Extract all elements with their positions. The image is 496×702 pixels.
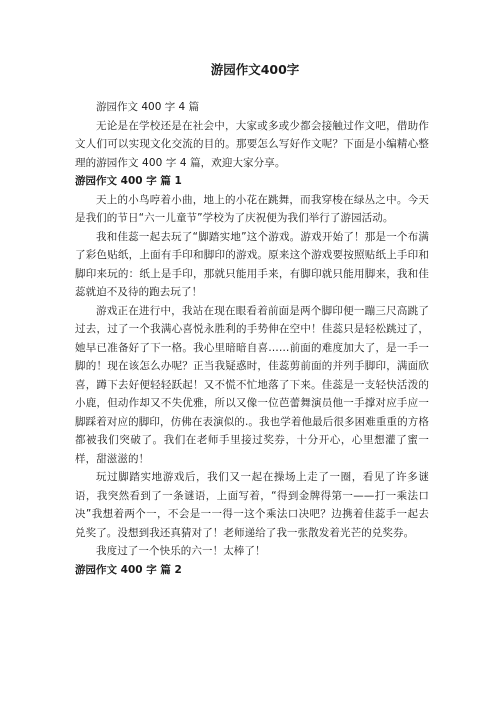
section-heading: 游园作文 400 字 篇 2 xyxy=(75,563,182,576)
section-paragraph: 我和佳蕊一起去玩了“脚踏实地”这个游戏。游戏开始了！那是一个布满了彩色贴纸，上面有手印和脚印的游戏。原来这个游戏要按照贴纸上手印和脚印来玩的：纸上是手印，那就只能用手来，有脚印就只能用脚来，我和佳蕊就迫不及待的跑去玩了！ xyxy=(75,230,429,298)
section-heading: 游园作文 400 字 篇 1 xyxy=(75,175,182,187)
section-2 xyxy=(75,561,429,580)
section-1 xyxy=(75,172,429,561)
document-subtitle: 游园作文 400 字 4 篇 xyxy=(96,101,200,113)
section-paragraph: 玩过脚踏实地游戏后，我们又一起在操场上走了一圈，看见了许多谜语，我突然看到了一条谜语，上面写着，“得到金牌得第一——打一乘法口决”我想着两个一，不会是一一得一这个乘法口决吧？边携着佳蕊手一起去兑奖了。没想到我还真猜对了！老师递给了我一张散发着光芒的兑奖券。 xyxy=(75,471,429,539)
intro-paragraph: 无论是在学校还是在社会中，大家或多或少都会接触过作文吧，借助作文人们可以实现文化交流的目的。那要怎么写好作文呢？下面是小编精心整理的游园作文 400 字 4 篇，欢迎大家分享。 xyxy=(75,119,429,169)
section-paragraph: 我度过了一个快乐的六一！太棒了！ xyxy=(96,545,266,557)
section-paragraph: 天上的小鸟哼着小曲，地上的小花在跳舞，而我穿梭在绿丛之中。今天是我们的节日“六一儿童节”学校为了庆祝便为我们举行了游园活动。 xyxy=(75,193,429,224)
document-title: 游园作文400字 xyxy=(210,62,300,77)
section-paragraph: 游戏正在进行中，我站在现在眼看着前面是两个脚印便一蹦三尺高跳了过去，过了一个我满心喜悦永胜利的手势伸在空中！佳蕊只是轻松跳过了，她早已准备好了下一格。我心里暗暗自喜……前面的难度加大了，是一手一脚的！现在该怎么办呢？正当我疑惑时，佳蕊剪前面的并列手脚印，满面欣喜，蹲下去好便轻轻跃起！又不慌不忙地落了下来。佳蕊是一支轻快活泼的小鹿，但动作却又不失优雅，所以又像一位芭蕾舞演员他一手撑对应手应一脚踩着对应的脚印，仿佛在表演似的.。我也学着他最后很多困难重重的方格都被我们突破了。我们在老师手里接过奖券，十分开心，心里想灌了蜜一样，甜滋滋的！ xyxy=(75,304,429,465)
